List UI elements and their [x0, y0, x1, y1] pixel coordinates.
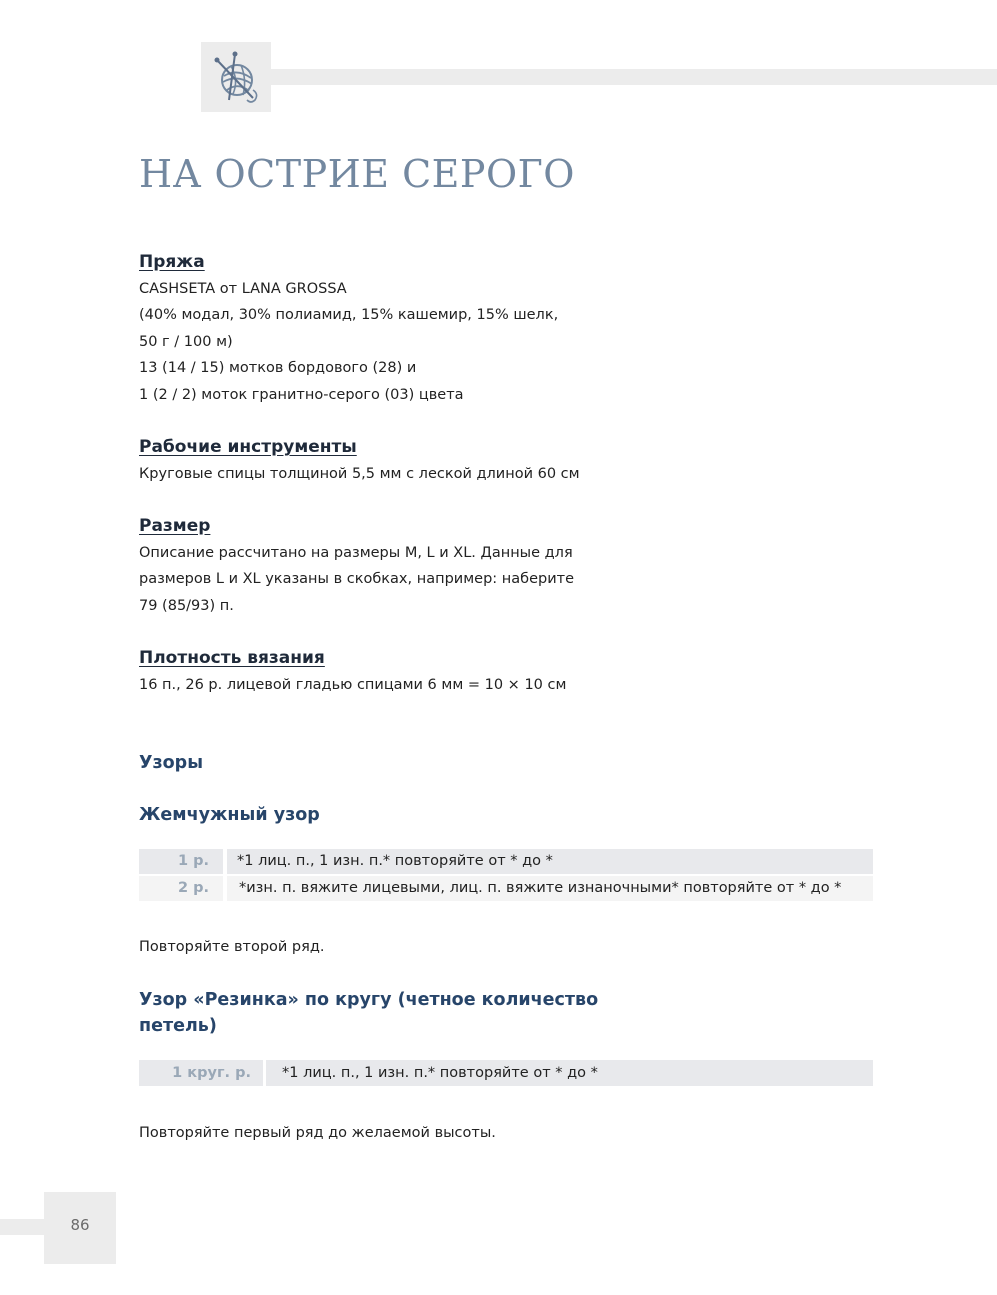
size-line: 79 (85/93) п.	[139, 598, 234, 614]
row-number: 1 круг. р.	[139, 1060, 263, 1086]
page-number: 86	[70, 1216, 90, 1234]
row-number: 1 р.	[139, 849, 223, 874]
yarn-line: (40% модал, 30% полиамид, 15% кашемир, 15% шелк,	[139, 307, 559, 323]
seed-stitch-heading: Жемчужный узор	[139, 805, 320, 825]
yarn-line: 13 (14 / 15) мотков бордового (28) и	[139, 360, 417, 376]
table-row	[139, 876, 873, 901]
tools-line: Круговые спицы толщиной 5,5 мм с леской длиной 60 см	[139, 466, 580, 482]
seed-stitch-note: Повторяйте второй ряд.	[139, 939, 325, 955]
row-instruction: *изн. п. вяжите лицевыми, лиц. п. вяжите изнаночными* повторяйте от * до *	[227, 876, 873, 901]
rib-note: Повторяйте первый ряд до желаемой высоты.	[139, 1125, 496, 1141]
yarn-heading: Пряжа	[139, 252, 205, 272]
logo-box	[201, 42, 271, 112]
yarn-line: 1 (2 / 2) моток гранитно-серого (03) цвета	[139, 387, 464, 403]
page-title: НА ОСТРИЕ СЕРОГО	[139, 152, 575, 196]
row-number: 2 р.	[139, 876, 223, 901]
row-instruction: *1 лиц. п., 1 изн. п.* повторяйте от * до *	[266, 1060, 873, 1086]
gauge-heading: Плотность вязания	[139, 648, 325, 668]
table-row	[139, 849, 873, 874]
page-number-bar	[0, 1219, 44, 1235]
tools-heading: Рабочие инструменты	[139, 437, 357, 457]
yarn-line: CASHSETA от LANA GROSSA	[139, 281, 347, 297]
table-row	[139, 1060, 873, 1086]
size-line: Описание рассчитано на размеры M, L и XL. Данные для	[139, 545, 573, 561]
header-bar	[270, 69, 997, 85]
size-heading: Размер	[139, 516, 211, 536]
yarn-line: 50 г / 100 м)	[139, 334, 233, 350]
page-number-box	[44, 1192, 116, 1264]
rib-heading: Узор «Резинка» по кругу (четное количество	[139, 990, 599, 1010]
rib-heading-cont: петель)	[139, 1016, 217, 1036]
patterns-heading: Узоры	[139, 753, 204, 773]
size-line: размеров L и XL указаны в скобках, например: наберите	[139, 571, 574, 587]
gauge-line: 16 п., 26 р. лицевой гладью спицами 6 мм = 10 × 10 см	[139, 677, 567, 693]
row-instruction: *1 лиц. п., 1 изн. п.* повторяйте от * до *	[227, 849, 873, 874]
